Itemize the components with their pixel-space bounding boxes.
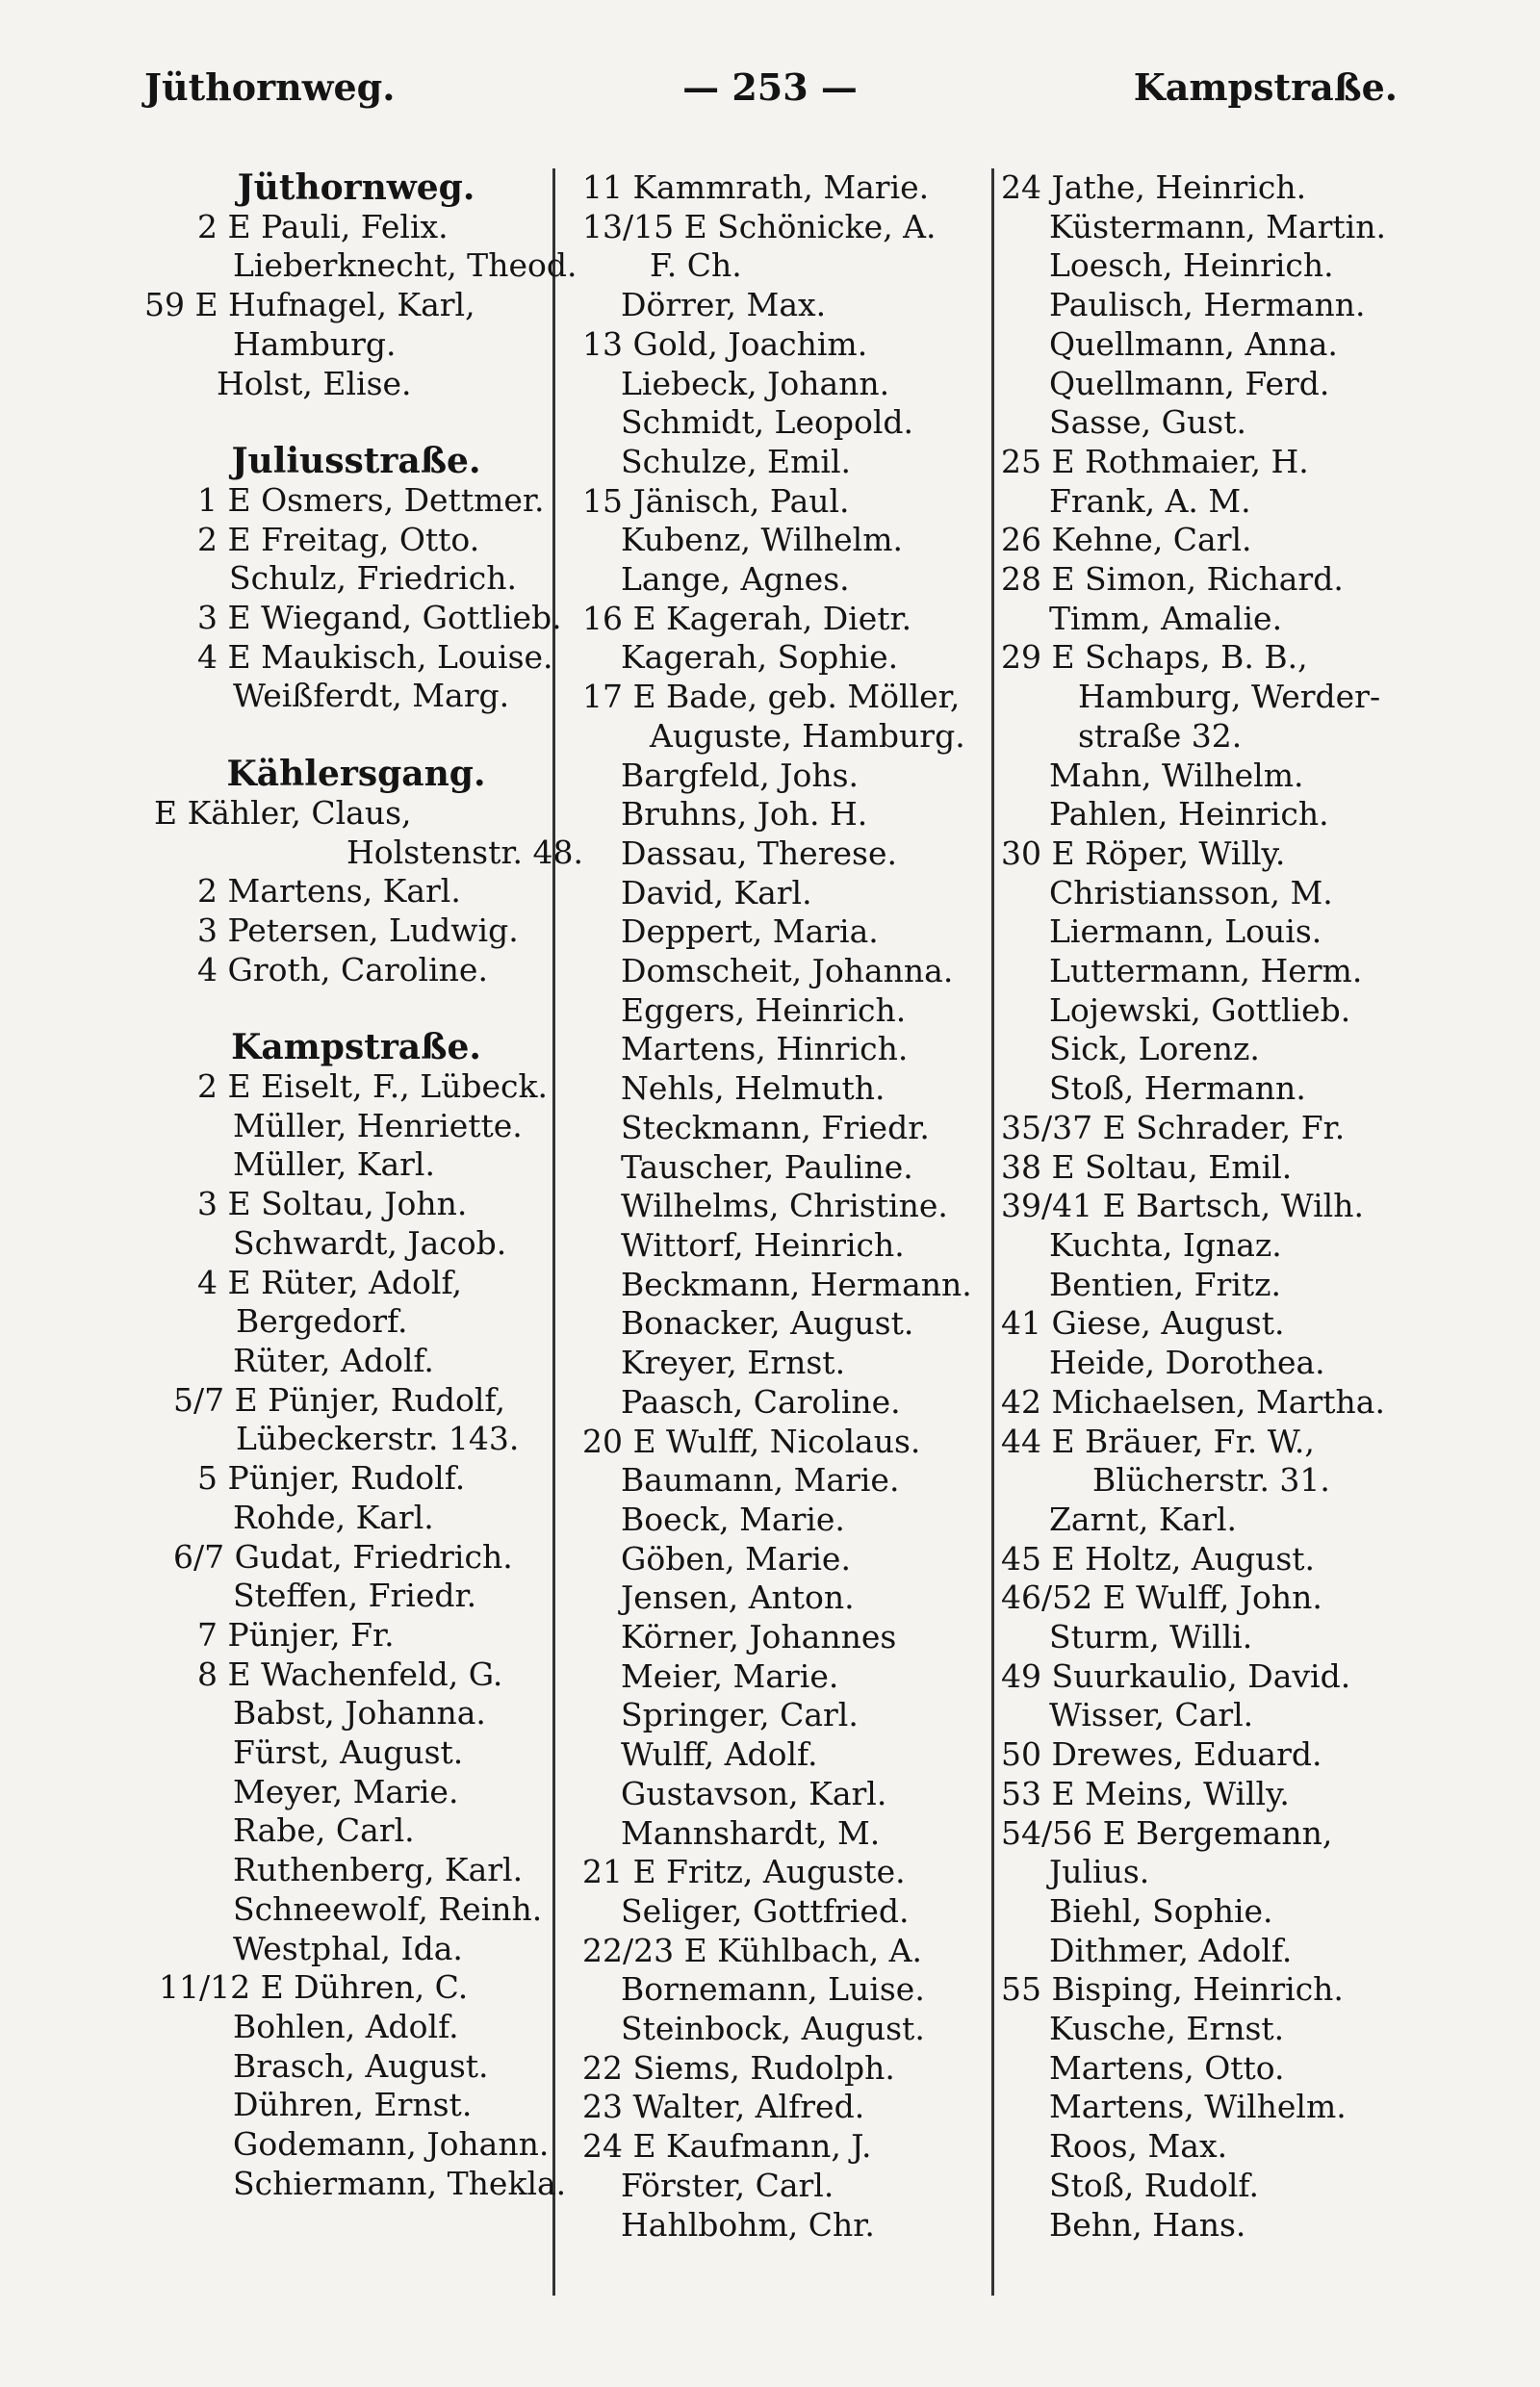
- entry-line: Pahlen, Heinrich.: [1049, 795, 1329, 834]
- entry-line: 16 E Kagerah, Dietr.: [582, 599, 912, 637]
- entry-line: Domscheit, Johanna.: [621, 952, 954, 990]
- entry-line: Kagerah, Sophie.: [621, 638, 899, 677]
- column-3: [996, 168, 1420, 2245]
- entry-line: 29 E Schaps, B. B.,: [1001, 638, 1308, 677]
- entry-line: Nehls, Helmuth.: [621, 1069, 886, 1108]
- entry-line: Körner, Johannes: [621, 1618, 897, 1656]
- entry-line: 17 E Bade, geb. Möller,: [582, 678, 961, 716]
- entry-line: Steffen, Friedr.: [233, 1577, 477, 1615]
- entry-line: Schiermann, Thekla.: [233, 2164, 567, 2202]
- entry-line: Meyer, Marie.: [233, 1772, 459, 1810]
- entry-line: 4 E Maukisch, Louise.: [197, 637, 553, 676]
- entry-line: Sasse, Gust.: [1049, 403, 1246, 442]
- entry-line: 46/52 E Wulff, John.: [1001, 1578, 1322, 1617]
- entry-line: Rüter, Adolf.: [233, 1341, 434, 1379]
- entry-line: Paulisch, Hermann.: [1049, 286, 1366, 324]
- entry-line: Göben, Marie.: [621, 1539, 851, 1578]
- entry-line: straße 32.: [1078, 716, 1243, 755]
- entry-line: Gustavson, Karl.: [621, 1774, 887, 1812]
- entry-line: 54/56 E Bergemann,: [1001, 1813, 1333, 1852]
- entry-line: Mahn, Wilhelm.: [1049, 756, 1304, 794]
- entry-line: Zarnt, Karl.: [1049, 1500, 1238, 1538]
- entry-line: Bruhns, Joh. H.: [621, 795, 868, 834]
- entry-line: 59 E Hufnagel, Karl,: [144, 286, 475, 324]
- entry-line: Sturm, Willi.: [1049, 1618, 1253, 1656]
- entry-line: Lieberknecht, Theod.: [233, 246, 578, 285]
- entry-line: Westphal, Ida.: [233, 1929, 463, 1967]
- entry-line: Fürst, August.: [233, 1733, 464, 1772]
- entry-line: Wisser, Carl.: [1049, 1696, 1254, 1734]
- entry-line: Auguste, Hamburg.: [650, 716, 965, 755]
- entry-line: 3 E Wiegand, Gottlieb.: [197, 599, 562, 637]
- entry-line: Holst, Elise.: [217, 364, 412, 402]
- column-divider-2: [991, 168, 994, 2296]
- entry-line: 41 Giese, August.: [1001, 1304, 1285, 1343]
- entry-line: Liebeck, Johann.: [621, 364, 890, 402]
- entry-line: Godemann, Johann.: [233, 2125, 550, 2164]
- entry-line: Christiansson, M.: [1049, 873, 1333, 911]
- entry-line: Beckmann, Hermann.: [621, 1265, 972, 1303]
- entry-line: Jensen, Anton.: [621, 1578, 855, 1617]
- entry-line: Loesch, Heinrich.: [1049, 246, 1334, 285]
- spacer: [144, 716, 568, 755]
- page-number: — 253 —: [682, 65, 858, 109]
- entry-line: Lange, Agnes.: [621, 560, 850, 599]
- entry-line: Dörrer, Max.: [621, 286, 827, 324]
- street-heading: Kampstraße.: [231, 1027, 481, 1068]
- entry-line: Martens, Wilhelm.: [1049, 2088, 1347, 2126]
- entry-line: 45 E Holtz, August.: [1001, 1539, 1316, 1578]
- street-heading: Jüthornweg.: [237, 167, 475, 208]
- entry-line: Schneewolf, Reinh.: [233, 1889, 543, 1928]
- entry-line: 1 E Osmers, Dettmer.: [197, 480, 545, 519]
- street-heading: Juliusstraße.: [231, 441, 481, 482]
- entry-line: Sick, Lorenz.: [1049, 1030, 1260, 1068]
- entry-line: Hamburg, Werder-: [1078, 678, 1381, 716]
- entry-line: Mannshardt, M.: [621, 1813, 881, 1852]
- entry-line: Küstermann, Martin.: [1049, 207, 1386, 245]
- entry-line: David, Karl.: [621, 873, 812, 911]
- entry-line: 21 E Fritz, Auguste.: [582, 1853, 906, 1891]
- entry-line: Schulze, Emil.: [621, 442, 852, 480]
- entry-line: 3 E Soltau, John.: [197, 1185, 468, 1223]
- entry-line: Timm, Amalie.: [1049, 599, 1283, 637]
- entry-line: 8 E Wachenfeld, G.: [197, 1655, 503, 1693]
- entry-line: Biehl, Sophie.: [1049, 1891, 1273, 1930]
- entry-line: Boeck, Marie.: [621, 1500, 845, 1538]
- entry-line: Blücherstr. 31.: [1092, 1461, 1330, 1500]
- spacer: [144, 403, 568, 442]
- entry-line: 3 Petersen, Ludwig.: [197, 911, 519, 949]
- entry-line: 28 E Simon, Richard.: [1001, 560, 1344, 599]
- entry-line: Springer, Carl.: [621, 1696, 859, 1734]
- entry-line: 6/7 Gudat, Friedrich.: [173, 1537, 513, 1576]
- entry-line: 25 E Rothmaier, H.: [1001, 442, 1309, 480]
- entry-line: Schmidt, Leopold.: [621, 403, 914, 442]
- entry-line: Kreyer, Ernst.: [621, 1344, 846, 1382]
- entry-line: 11/12 E Dühren, C.: [159, 1968, 469, 2007]
- entry-line: 2 Martens, Karl.: [197, 872, 461, 911]
- entry-line: Seliger, Gottfried.: [621, 1891, 910, 1930]
- entry-line: Frank, A. M.: [1049, 481, 1251, 520]
- entry-line: Kusche, Ernst.: [1049, 2010, 1285, 2048]
- entry-line: Bonacker, August.: [621, 1304, 914, 1343]
- entry-line: Brasch, August.: [233, 2046, 489, 2085]
- entry-line: Rohde, Karl.: [233, 1498, 434, 1536]
- entry-line: Babst, Johanna.: [233, 1694, 486, 1732]
- entry-line: Bentien, Fritz.: [1049, 1265, 1281, 1303]
- entry-line: Wilhelms, Christine.: [621, 1187, 948, 1225]
- entry-line: Weißferdt, Marg.: [233, 677, 510, 715]
- running-head-left: Jüthornweg.: [144, 65, 396, 109]
- entry-line: Tauscher, Pauline.: [621, 1147, 913, 1186]
- entry-line: Stoß, Hermann.: [1049, 1069, 1306, 1108]
- entry-line: Dühren, Ernst.: [233, 2086, 473, 2124]
- entry-line: Paasch, Caroline.: [621, 1382, 901, 1421]
- entry-line: 24 E Kaufmann, J.: [582, 2127, 872, 2166]
- entry-line: Lojewski, Gottlieb.: [1049, 990, 1351, 1029]
- entry-line: 50 Drewes, Eduard.: [1001, 1735, 1322, 1774]
- entry-line: 39/41 E Bartsch, Wilh.: [1001, 1187, 1364, 1225]
- entry-line: 11 Kammrath, Marie.: [582, 168, 930, 206]
- column-2: [573, 168, 982, 2245]
- entry-line: 55 Bisping, Heinrich.: [1001, 1970, 1344, 2009]
- entry-line: 13 Gold, Joachim.: [582, 324, 868, 363]
- entry-line: E Kähler, Claus,: [154, 793, 412, 832]
- entry-line: Meier, Marie.: [621, 1656, 839, 1695]
- running-head-right: Kampstraße.: [1133, 65, 1398, 109]
- entry-line: Holstenstr. 48.: [346, 833, 583, 871]
- entry-line: Wulff, Adolf.: [621, 1735, 818, 1774]
- entry-line: Martens, Hinrich.: [621, 1030, 909, 1068]
- entry-line: Steckmann, Friedr.: [621, 1108, 930, 1146]
- street-heading: Kählersgang.: [226, 754, 486, 795]
- entry-line: Wittorf, Heinrich.: [621, 1225, 905, 1264]
- entry-line: Schwardt, Jacob.: [233, 1223, 507, 1262]
- entry-line: 2 E Freitag, Otto.: [197, 520, 480, 558]
- entry-line: 26 Kehne, Carl.: [1001, 521, 1252, 559]
- entry-line: Bohlen, Adolf.: [233, 2007, 459, 2045]
- entry-line: Lübeckerstr. 143.: [236, 1420, 520, 1458]
- entry-line: 20 E Wulff, Nicolaus.: [582, 1422, 921, 1460]
- entry-line: Julius.: [1049, 1853, 1150, 1891]
- entry-line: Rabe, Carl.: [233, 1811, 415, 1850]
- entry-line: Kuchta, Ignaz.: [1049, 1225, 1282, 1264]
- entry-line: Deppert, Maria.: [621, 912, 879, 951]
- entry-line: Quellmann, Ferd.: [1049, 364, 1330, 402]
- entry-line: Quellmann, Anna.: [1049, 324, 1338, 363]
- entry-line: 23 Walter, Alfred.: [582, 2088, 865, 2126]
- entry-line: Luttermann, Herm.: [1049, 952, 1363, 990]
- entry-line: 24 Jathe, Heinrich.: [1001, 168, 1307, 206]
- entry-line: Liermann, Louis.: [1049, 912, 1322, 951]
- entry-line: Roos, Max.: [1049, 2127, 1228, 2166]
- entry-line: Martens, Otto.: [1049, 2048, 1285, 2087]
- entry-line: F. Ch.: [650, 246, 742, 285]
- entry-line: Heide, Dorothea.: [1049, 1344, 1325, 1382]
- entry-line: Stoß, Rudolf.: [1049, 2166, 1259, 2204]
- spacer: [144, 989, 568, 1028]
- entry-line: 30 E Röper, Willy.: [1001, 834, 1286, 872]
- entry-line: Eggers, Heinrich.: [621, 990, 907, 1029]
- entry-line: 5 Pünjer, Rudolf.: [197, 1459, 466, 1498]
- entry-line: 7 Pünjer, Fr.: [197, 1615, 395, 1654]
- entry-line: Bornemann, Luise.: [621, 1970, 925, 2009]
- entry-line: Behn, Hans.: [1049, 2205, 1246, 2244]
- entry-line: 22 Siems, Rudolph.: [582, 2048, 895, 2087]
- entry-line: 2 E Pauli, Felix.: [197, 207, 449, 245]
- entry-line: Dassau, Therese.: [621, 834, 897, 872]
- entry-line: Bargfeld, Johs.: [621, 756, 860, 794]
- entry-line: Schulz, Friedrich.: [229, 559, 517, 598]
- entry-line: 13/15 E Schönicke, A.: [582, 207, 937, 245]
- entry-line: 42 Michaelsen, Martha.: [1001, 1382, 1385, 1421]
- column-1: [144, 167, 583, 2203]
- entry-line: 4 Groth, Caroline.: [197, 950, 488, 988]
- entry-line: Dithmer, Adolf.: [1049, 1931, 1293, 1969]
- entry-line: Bergedorf.: [236, 1302, 408, 1341]
- entry-line: Baumann, Marie.: [621, 1461, 900, 1500]
- entry-line: Hamburg.: [233, 324, 397, 363]
- entry-line: Ruthenberg, Karl.: [233, 1851, 524, 1889]
- entry-line: 5/7 E Pünjer, Rudolf,: [173, 1380, 505, 1419]
- entry-line: Steinbock, August.: [621, 2010, 925, 2048]
- entry-line: 22/23 E Kühlbach, A.: [582, 1931, 922, 1969]
- entry-line: Müller, Karl.: [233, 1145, 435, 1184]
- entry-line: 44 E Bräuer, Fr. W.,: [1001, 1422, 1315, 1460]
- entry-line: 35/37 E Schrader, Fr.: [1001, 1108, 1346, 1146]
- entry-line: 4 E Rüter, Adolf,: [197, 1263, 462, 1301]
- entry-line: 15 Jänisch, Paul.: [582, 481, 850, 520]
- entry-line: Kubenz, Wilhelm.: [621, 521, 904, 559]
- entry-line: 49 Suurkaulio, David.: [1001, 1656, 1351, 1695]
- entry-line: Hahlbohm, Chr.: [621, 2205, 875, 2244]
- entry-line: 2 E Eiselt, F., Lübeck.: [197, 1067, 548, 1106]
- entry-line: Förster, Carl.: [621, 2166, 834, 2204]
- entry-line: 53 E Meins, Willy.: [1001, 1774, 1290, 1812]
- entry-line: Müller, Henriette.: [233, 1106, 523, 1144]
- entry-line: 38 E Soltau, Emil.: [1001, 1147, 1293, 1186]
